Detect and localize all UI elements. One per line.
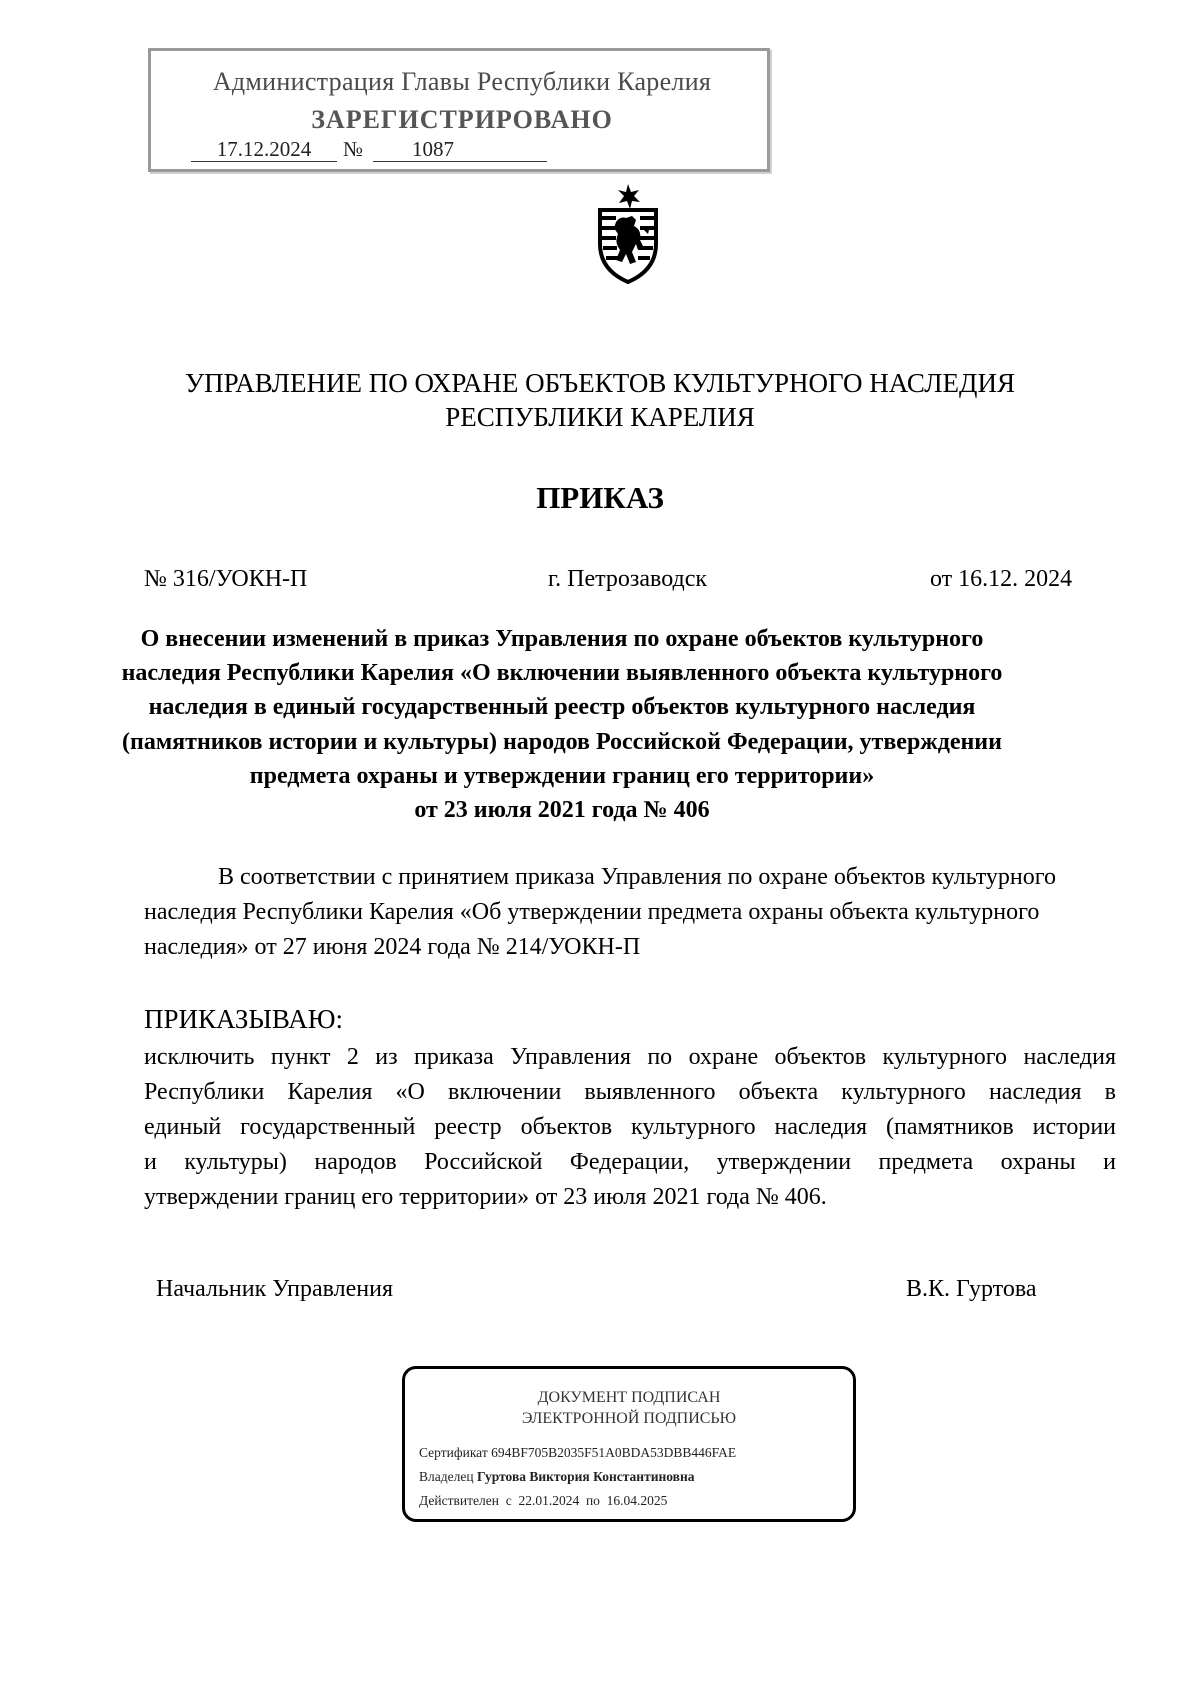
order-city: г. Петрозаводск <box>548 566 708 592</box>
electronic-signature-stamp <box>402 1366 856 1522</box>
esig-owner-label: Владелец <box>419 1469 474 1484</box>
esig-owner-row <box>419 1469 695 1485</box>
registration-organization: Администрация Главы Республики Карелия <box>212 67 712 96</box>
order-title-line: наследия Республики Карелия «О включении выявленного объекта культурного <box>121 660 1003 686</box>
order-date: от 16.12. 2024 <box>930 566 1073 592</box>
order-body-line: утверждении границ его территории» от 23 июля 2021 года № 406. <box>144 1184 827 1210</box>
order-body-line: единый государственный реестр объектов культурного наследия (памятников истории <box>144 1114 1116 1140</box>
registration-stamp <box>148 48 770 172</box>
esig-heading-1: ДОКУМЕНТ ПОДПИСАН <box>537 1389 721 1406</box>
esig-valid-to: 16.04.2025 <box>606 1493 668 1508</box>
agency-name-line-2: РЕСПУБЛИКИ КАРЕЛИЯ <box>445 402 755 432</box>
order-body-line: Республики Карелия «О включении выявленного объекта культурного наследия в <box>144 1079 1116 1105</box>
registration-date: 17.12.2024 <box>216 137 312 161</box>
esig-owner-value: Гуртова Виктория Константиновна <box>476 1469 695 1484</box>
signatory-position: Начальник Управления <box>156 1276 393 1302</box>
order-title-line: от 23 июля 2021 года № 406 <box>414 797 710 823</box>
esig-heading-2: ЭЛЕКТРОННОЙ ПОДПИСЬЮ <box>521 1410 737 1427</box>
order-body-line: исключить пункт 2 из приказа Управления по охране объектов культурного наследия <box>144 1044 1116 1070</box>
document-type: ПРИКАЗ <box>536 480 664 515</box>
order-body-line: и культуры) народов Российской Федерации, утверждении предмета охраны и <box>144 1149 1116 1175</box>
esig-certificate-row <box>419 1445 736 1461</box>
registration-number: 1087 <box>412 137 454 161</box>
preamble-line: В соответствии с принятием приказа Управления по охране объектов культурного <box>218 864 1056 890</box>
esig-certificate-label: Сертификат <box>419 1445 488 1460</box>
karelia-coat-of-arms-icon <box>586 182 670 286</box>
order-number: № 316/УОКН-П <box>144 566 308 592</box>
preamble-line: наследия Республики Карелия «Об утверждении предмета охраны объекта культурного <box>144 899 1040 925</box>
preamble-line: наследия» от 27 июня 2024 года № 214/УОКН-П <box>144 934 641 960</box>
order-title-line: (памятников истории и культуры) народов Российской Федерации, утверждении <box>122 729 1002 755</box>
order-title-line: наследия в единый государственный реестр объектов культурного наследия <box>148 694 976 720</box>
registration-number-sign: № <box>343 137 364 161</box>
order-title-line: предмета охраны и утверждении границ его территории» <box>249 763 875 789</box>
registration-status: ЗАРЕГИСТРИРОВАНО <box>311 105 613 134</box>
order-title-line: О внесении изменений в приказ Управления по охране объектов культурного <box>140 626 984 652</box>
esig-validity-row <box>419 1493 667 1509</box>
signatory-name: В.К. Гуртова <box>906 1276 1037 1302</box>
esig-valid-to-label: по <box>585 1493 600 1508</box>
esig-valid-from-label: с <box>505 1493 512 1508</box>
esig-valid-from: 22.01.2024 <box>518 1493 580 1508</box>
esig-certificate-value: 694BF705B2035F51A0BDA53DBB446FAE <box>491 1445 737 1460</box>
agency-name-line-1: УПРАВЛЕНИЕ ПО ОХРАНЕ ОБЪЕКТОВ КУЛЬТУРНОГО НАСЛЕДИЯ <box>185 368 1015 398</box>
esig-valid-label: Действителен <box>419 1493 499 1508</box>
order-directive-word: ПРИКАЗЫВАЮ: <box>144 1004 343 1034</box>
